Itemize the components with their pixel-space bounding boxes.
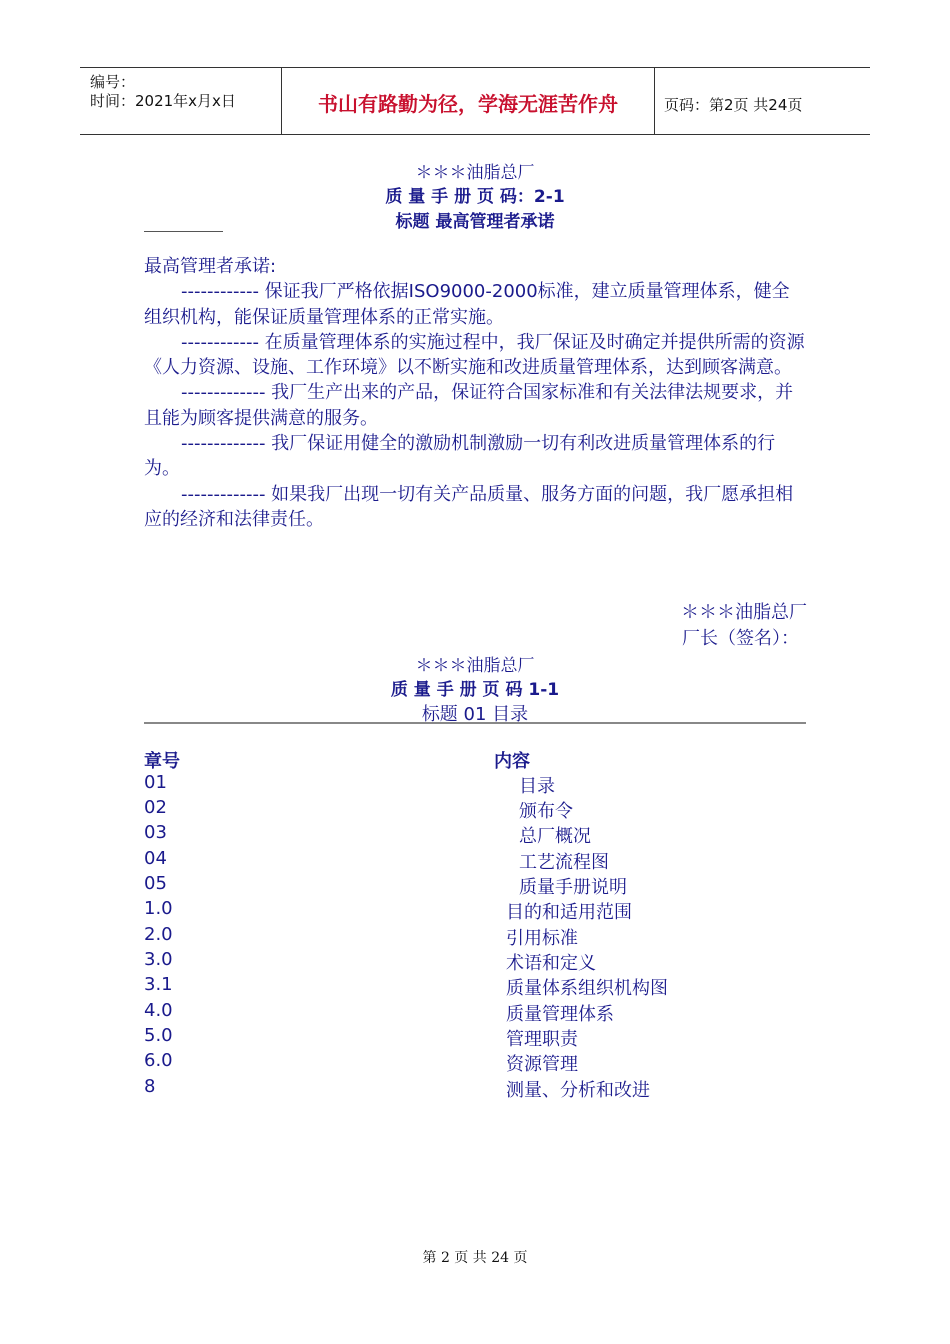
toc-chapter-title: 颁布令 <box>519 801 573 822</box>
commitment-paragraph: ------------- 我厂保证用健全的激励机制激励一切有利改进质量管理体系的行为。 <box>144 433 776 480</box>
header-page-info: 页码：第2页 共24页 <box>664 96 803 114</box>
section2-title: 标题 01 目录 <box>421 704 529 725</box>
toc-chapter-no: 5.0 <box>144 1025 173 1046</box>
toc-chapter-no: 4.0 <box>144 1000 173 1021</box>
toc-row <box>144 1000 806 1025</box>
toc-chapter-title: 工艺流程图 <box>519 852 609 873</box>
toc-row <box>144 1050 806 1075</box>
toc-chapter-title: 资源管理 <box>506 1054 578 1075</box>
header-time-label: 时间：2021年x月x日 <box>90 92 236 110</box>
toc-row <box>144 924 806 949</box>
toc-chapter-title: 测量、分析和改进 <box>506 1080 650 1101</box>
toc-chapter-title: 质量手册说明 <box>519 877 627 898</box>
toc-chapter-title: 质量管理体系 <box>506 1004 614 1025</box>
toc-row <box>144 974 806 999</box>
toc-row <box>144 797 806 822</box>
toc-row <box>144 848 806 873</box>
commitment-body <box>144 254 806 532</box>
toc-chapter-title: 总厂概况 <box>519 826 591 847</box>
header-top-border <box>80 67 870 68</box>
toc-row <box>144 898 806 923</box>
toc-col-chapter: 章号 <box>144 751 180 772</box>
toc-chapter-title: 质量体系组织机构图 <box>506 978 668 999</box>
commitment-paragraph: ------------- 我厂生产出来的产品，保证符合国家标准和有关法律法规要求，并且能为顾客提供满意的服务。 <box>144 382 794 429</box>
divider <box>144 231 223 232</box>
toc-row <box>144 772 806 797</box>
toc-chapter-no: 6.0 <box>144 1050 173 1071</box>
header-number-label: 编号： <box>90 73 136 91</box>
commitment-intro: 最高管理者承诺: <box>144 256 277 277</box>
toc-chapter-no: 01 <box>144 772 167 793</box>
page-footer: 第 2 页 共 24 页 <box>422 1250 528 1266</box>
toc-chapter-no: 05 <box>144 873 167 894</box>
toc-chapter-no: 3.0 <box>144 949 173 970</box>
signature-block <box>600 600 807 651</box>
section1-manual-code: 质 量 手 册 页 码：2-1 <box>385 187 565 207</box>
signature-company: ＊＊＊油脂总厂 <box>681 602 807 623</box>
toc-row <box>144 822 806 847</box>
toc-chapter-no: 02 <box>144 797 167 818</box>
section2-company: ＊＊＊油脂总厂 <box>415 656 535 676</box>
header-motto: 书山有路勤为径，学海无涯苦作舟 <box>318 92 618 116</box>
toc-chapter-no: 3.1 <box>144 974 173 995</box>
toc-chapter-no: 03 <box>144 822 167 843</box>
section1-company: ＊＊＊油脂总厂 <box>415 163 535 183</box>
toc-chapter-title: 引用标准 <box>506 928 578 949</box>
toc-chapter-no: 1.0 <box>144 898 173 919</box>
toc-chapter-title: 管理职责 <box>506 1029 578 1050</box>
divider <box>144 722 806 724</box>
section1-title: 标题 最高管理者承诺 <box>395 212 555 232</box>
toc-chapter-no: 2.0 <box>144 924 173 945</box>
toc-col-content: 内容 <box>494 751 530 772</box>
toc-chapter-title: 术语和定义 <box>506 953 596 974</box>
header-bottom-border <box>80 134 870 135</box>
section2-manual-code: 质 量 手 册 页 码 1-1 <box>390 680 560 700</box>
commitment-paragraph: ------------- 如果我厂出现一切有关产品质量、服务方面的问题，我厂愿承担相应的经济和法律责任。 <box>144 483 794 530</box>
commitment-paragraph: ------------ 保证我厂严格依据ISO9000-2000标准，建立质量管理体系，健全组织机构，能保证质量管理体系的正常实施。 <box>144 281 790 328</box>
toc-chapter-no: 04 <box>144 848 167 869</box>
toc-chapter-title: 目的和适用范围 <box>506 902 632 923</box>
toc-chapter-no: 8 <box>144 1076 156 1097</box>
toc-row <box>144 1076 806 1101</box>
toc-chapter-title: 目录 <box>519 776 555 797</box>
toc-row <box>144 873 806 898</box>
toc-row <box>144 1025 806 1050</box>
toc-row <box>144 949 806 974</box>
toc-header-row <box>144 747 806 772</box>
header-divider <box>654 67 655 134</box>
commitment-paragraph: ------------ 在质量管理体系的实施过程中，我厂保证及时确定并提供所需的资源《人力资源、设施、工作环境》以不断实施和改进质量管理体系，达到顾客满意。 <box>144 331 805 379</box>
signature-label: 厂长（签名）： <box>682 627 799 649</box>
